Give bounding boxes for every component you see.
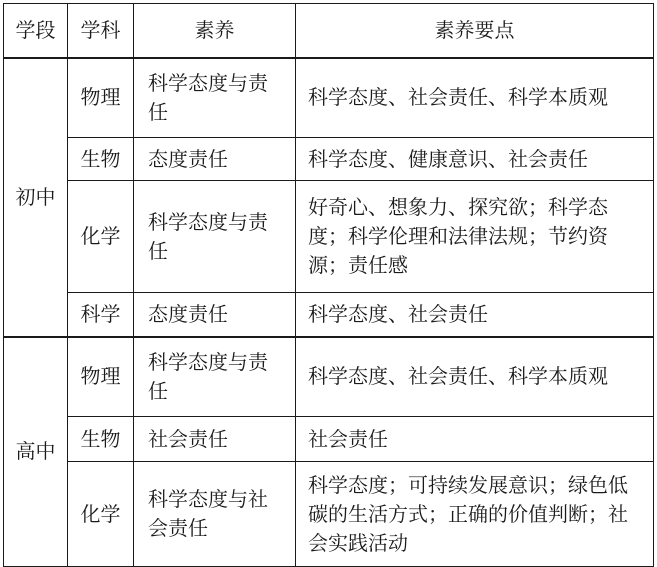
literacy-cell: 社会责任 [134,417,296,462]
literacy-cell: 态度责任 [134,293,296,337]
literacy-table [3,3,654,567]
subject-cell: 化学 [68,462,134,567]
table-header-row [4,4,654,58]
table-row [4,58,654,138]
table-row [4,417,654,462]
literacy-cell: 科学态度与责任 [134,337,296,417]
stage-cell: 初中 [4,58,68,337]
subject-cell: 物理 [68,337,134,417]
points-cell: 社会责任 [296,417,654,462]
points-cell: 科学态度、社会责任 [296,293,654,337]
literacy-cell: 科学态度与责任 [134,58,296,138]
literacy-cell: 态度责任 [134,138,296,181]
stage-cell: 高中 [4,337,68,567]
literacy-cell: 科学态度与责任 [134,181,296,293]
subject-cell: 物理 [68,58,134,138]
points-cell: 好奇心、想象力、探究欲；科学态度；科学伦理和法律法规；节约资源；责任感 [296,181,654,293]
table-row [4,462,654,567]
header-literacy-points: 素养要点 [296,4,654,58]
table-row [4,293,654,337]
subject-cell: 化学 [68,181,134,293]
subject-cell: 科学 [68,293,134,337]
subject-cell: 生物 [68,138,134,181]
table-row [4,337,654,417]
subject-cell: 生物 [68,417,134,462]
points-cell: 科学态度；可持续发展意识；绿色低碳的生活方式；正确的价值判断；社会实践活动 [296,462,654,567]
points-cell: 科学态度、健康意识、社会责任 [296,138,654,181]
table-row [4,181,654,293]
header-subject: 学科 [68,4,134,58]
literacy-cell: 科学态度与社会责任 [134,462,296,567]
header-stage: 学段 [4,4,68,58]
table-row [4,138,654,181]
header-literacy: 素养 [134,4,296,58]
points-cell: 科学态度、社会责任、科学本质观 [296,58,654,138]
points-cell: 科学态度、社会责任、科学本质观 [296,337,654,417]
